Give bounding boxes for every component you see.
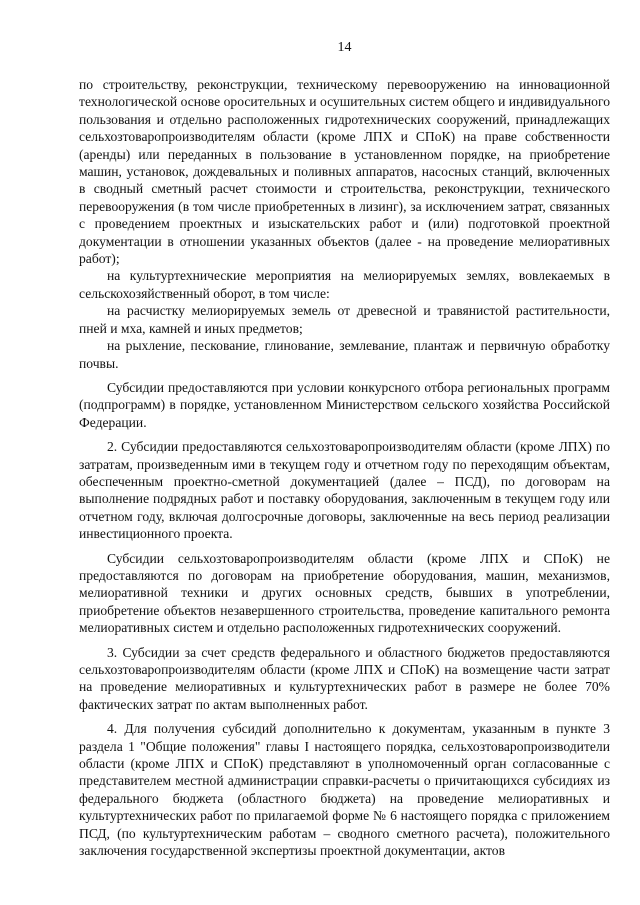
paragraph-item-3: 3. Субсидии за счет средств федерального и областного бюджетов предоставляются сельхозтоваропроизводителям области (кроме ЛПХ и СПоК) на возмещение части затрат на проведение мелиоративных и культуртехнических работ в размере не более 70% фактических затрат по актам выполненных работ. xyxy=(79,644,610,712)
paragraph-not-provided: Субсидии сельхозтоваропроизводителям области (кроме ЛПХ и СПоК) не предоставляются по договорам на приобретение оборудования, машин, механизмов, мелиоративной техники и других основных средств, бывших в употреблении, приобретение объектов незавершенного строительства, проведение капитального ремонта мелиоративных систем и отдельно расположенных гидротехнических сооружений. xyxy=(79,550,610,636)
document-body xyxy=(79,76,610,859)
paragraph-item-4: 4. Для получения субсидий дополнительно к документам, указанным в пункте 3 раздела 1 "Общие положения" главы I настоящего порядка, сельхозтоваропроизводители области (кроме ЛПХ и СПоК) представляют в уполномоченный орган согласованные с представителем местной администрации справки-расчеты о причитающихся субсидиях из федерального бюджета (областного бюджета) на проведение мелиоративных и культуртехнических работ по прилагаемой форме № 6 настоящего порядка с приложением ПСД, (по культуртехническим работам – сводного сметного расчета), положительного заключения государственной экспертизы проектной документации, актов xyxy=(79,721,610,859)
paragraph-competitive-selection: Субсидии предоставляются при условии конкурсного отбора региональных программ (подпрограмм) в порядке, установленном Министерством сельского хозяйства Российской Федерации. xyxy=(79,379,610,430)
paragraph-cultural-technical: на культуртехнические мероприятия на мелиорируемых землях, вовлекаемых в сельскохозяйственный оборот, в том числе: xyxy=(79,268,610,301)
paragraph-loosening: на рыхление, пескование, глинование, землевание, плантаж и первичную обработку почвы. xyxy=(79,338,610,371)
paragraph-continuation: по строительству, реконструкции, техническому перевооружению на инновационной технологической основе оросительных и осушительных систем общего и индивидуального пользования и отдельно расположенных гидротехнических сооружений, принадлежащих сельхозтоваропроизводителям области (кроме ЛПХ и СПоК) на праве собственности (аренды) или переданных в пользование в установленном порядке, на приобретение машин, установок, дождевальных и поливных аппаратов, насосных станций, включенных в сводный сметный расчет стоимости и строительства, реконструкции, технического перевооружения (в том числе приобретенных в лизинг), за исключением затрат, связанных с проведением проектных и изыскательских работ и (или) подготовкой проектной документации в отношении указанных объектов (далее - на проведение мелиоративных работ); xyxy=(79,77,610,267)
paragraph-item-2: 2. Субсидии предоставляются сельхозтоваропроизводителям области (кроме ЛПХ) по затратам, произведенным ими в текущем году и отчетном году по переходящим объектам, обеспеченным проектно-сметной документацией (далее – ПСД), по договорам на выполнение подрядных работ и поставку оборудования, заключенным в текущем году или отчетном году, включая долгосрочные договоры, заключенные на весь период реализации инвестиционного проекта. xyxy=(79,439,610,542)
paragraph-clearing: на расчистку мелиорируемых земель от древесной и травянистой растительности, пней и мха, камней и иных предметов; xyxy=(79,303,610,336)
page-number: 14 xyxy=(337,40,352,55)
